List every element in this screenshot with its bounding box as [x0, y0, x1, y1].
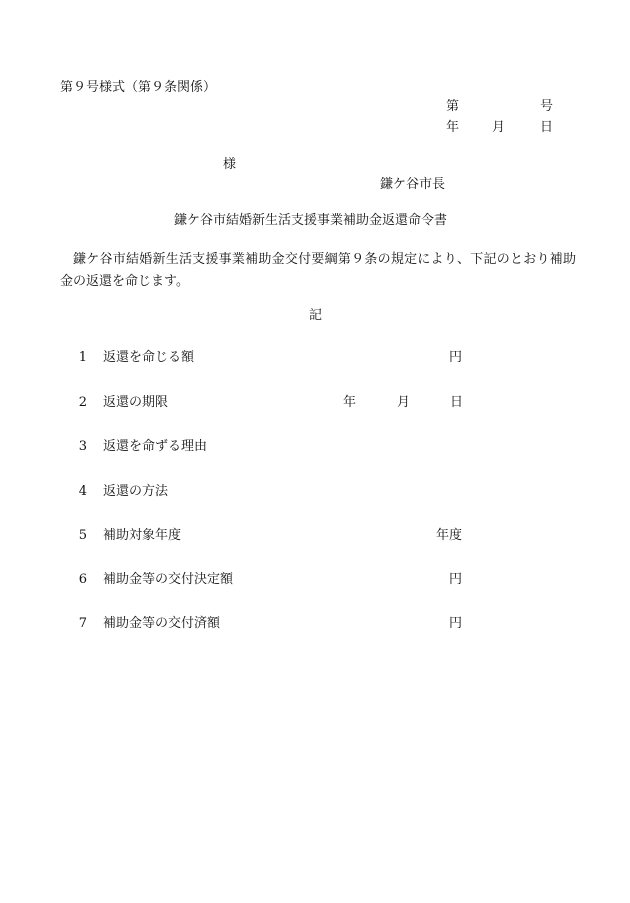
deadline-year-label: 年: [343, 395, 357, 410]
ki-heading: 記: [309, 308, 323, 323]
item-label: 補助金等の交付済額: [103, 616, 221, 631]
item-unit: 円: [449, 616, 463, 631]
item-label: 返還の期限: [103, 395, 169, 410]
date-day-label: 日: [540, 120, 554, 135]
date-month-label: 月: [492, 120, 506, 135]
date-year-label: 年: [446, 120, 460, 135]
item-unit: 円: [449, 350, 463, 365]
item-label: 返還を命じる額: [103, 350, 195, 365]
document-title: 鎌ケ谷市結婚新生活支援事業補助金返還命令書: [174, 213, 448, 228]
item-label: 補助金等の交付決定額: [103, 572, 234, 587]
item-number: 7: [78, 616, 87, 631]
body-paragraph: 鎌ケ谷市結婚新生活支援事業補助金交付要綱第９条の規定により、下記のとおり補助金の返還を命じます。: [60, 252, 576, 289]
recipient-honorific: 様: [223, 157, 237, 172]
deadline-day-label: 日: [450, 395, 464, 410]
item-label: 返還を命ずる理由: [103, 439, 208, 454]
item-label: 返還の方法: [103, 484, 169, 499]
deadline-month-label: 月: [397, 395, 411, 410]
item-unit: 年度: [436, 528, 463, 543]
item-number: 5: [78, 528, 87, 543]
item-number: 4: [78, 484, 87, 499]
item-label: 補助対象年度: [103, 528, 182, 543]
item-number: 2: [78, 395, 87, 410]
form-label: 第９号様式（第９条関係）: [60, 80, 217, 95]
item-unit: 円: [449, 572, 463, 587]
document-number-suffix: 号: [540, 99, 554, 114]
document-number-prefix: 第: [446, 99, 460, 114]
item-number: 6: [78, 572, 87, 587]
item-number: 3: [78, 439, 87, 454]
issuer-name: 鎌ケ谷市長: [380, 177, 446, 192]
item-number: 1: [78, 350, 87, 365]
